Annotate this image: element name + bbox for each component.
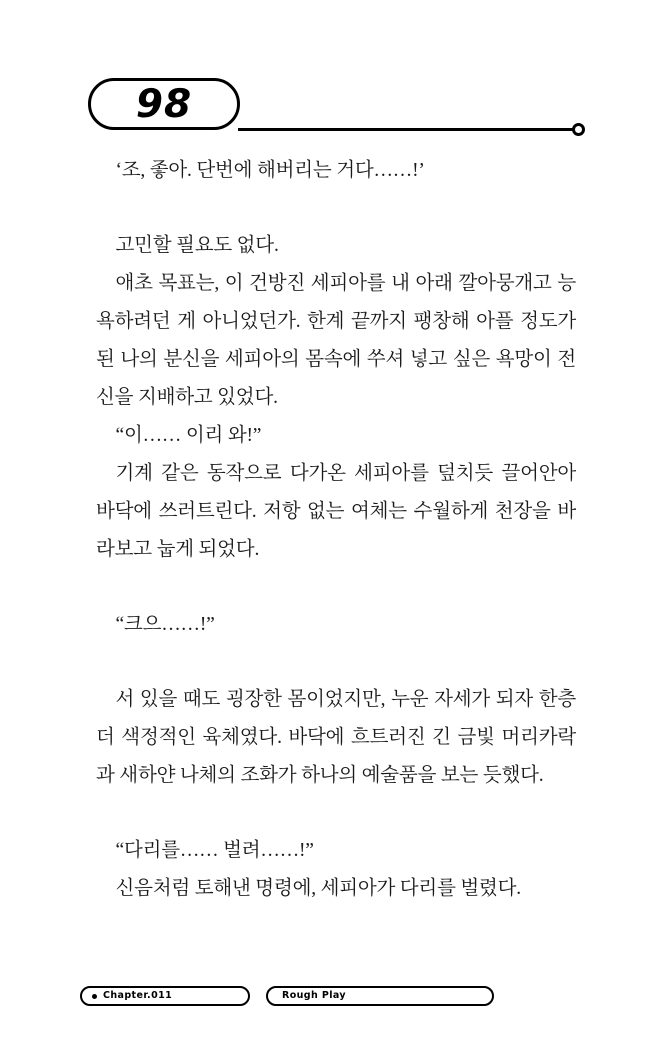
paragraph: 신음처럼 토해낸 명령에, 세피아가 다리를 벌렸다. [115, 878, 521, 900]
footer-chapter-chip [80, 986, 250, 1006]
paragraph: ‘조, 좋아. 단번에 해버리는 거다……!’ [115, 160, 425, 181]
footer-title-label: Rough Play [282, 990, 347, 1002]
bullet-icon [92, 994, 97, 999]
header-end-dot-icon [572, 123, 585, 136]
paragraph: 서 있을 때도 굉장한 몸이었지만, 누운 자세가 되자 한층 더 색정적인 육체였다. 바닥에 흐트러진 긴 금빛 머리카락과 새하얀 나체의 조화가 하나의 예술품을 보는 듯했다. [96, 689, 576, 787]
header-rule [238, 128, 578, 131]
body-text [96, 152, 576, 908]
page-number: 98 [135, 81, 193, 127]
paragraph: 고민할 필요도 없다. [115, 235, 279, 257]
page-header [88, 78, 588, 138]
paragraph: “이…… 이리 와!” [115, 425, 262, 447]
paragraph: 기계 같은 동작으로 다가온 세피아를 덮치듯 끌어안아 바닥에 쓰러트린다. 저항 없는 여체는 수월하게 천장을 바라보고 눕게 되었다. [96, 463, 576, 561]
paragraph: 애초 목표는, 이 건방진 세피아를 내 아래 깔아뭉개고 능욕하려던 게 아니었던가. 한계 끝까지 팽창해 아플 정도가 된 나의 분신을 세피아의 몸속에 쑤셔 넣고 싶은 욕망이 전신을 지배하고 있었다. [96, 273, 576, 409]
footer-chapter-label: Chapter.011 [103, 990, 173, 1002]
paragraph: “크으……!” [115, 614, 215, 636]
footer-title-chip [266, 986, 494, 1006]
page-footer [80, 986, 592, 1008]
page-number-badge [88, 78, 240, 130]
paragraph: “다리를…… 벌려……!” [115, 840, 314, 862]
